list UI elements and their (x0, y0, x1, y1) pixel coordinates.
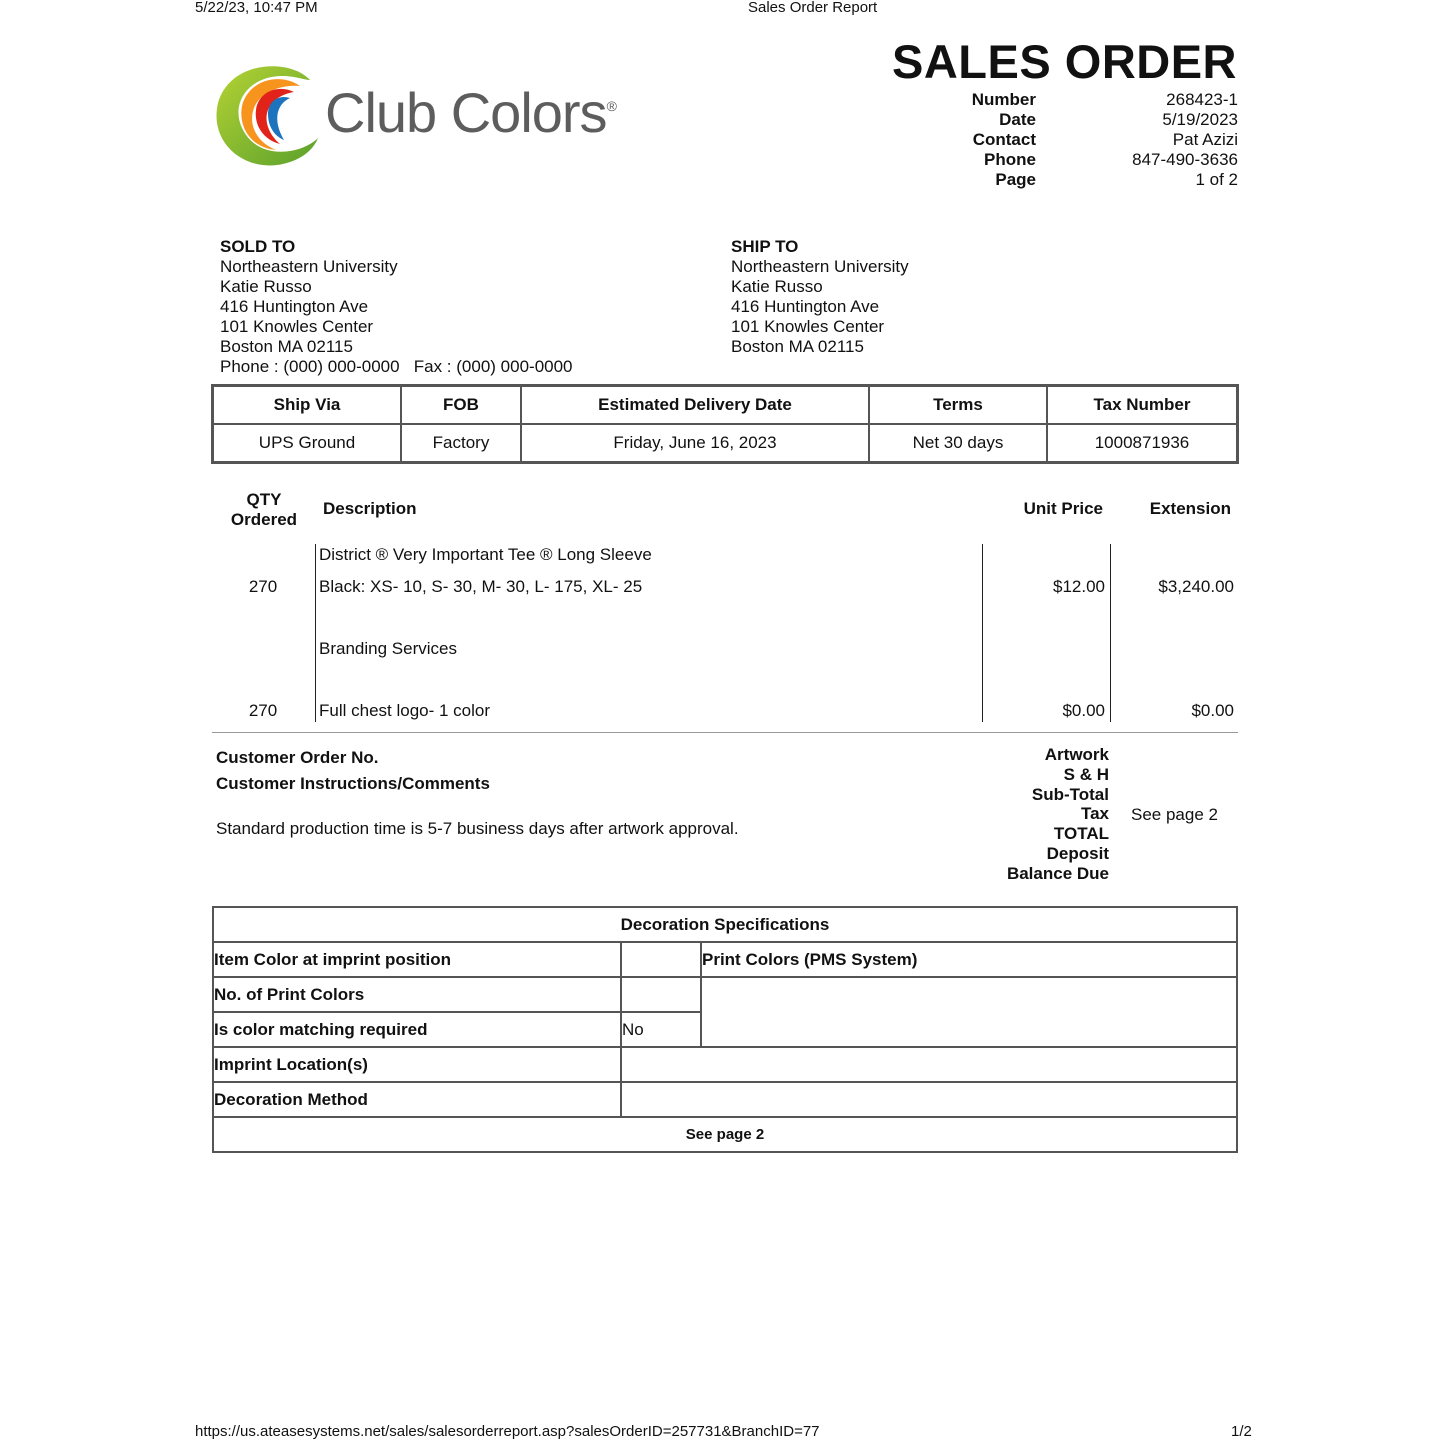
ship-to-line: Northeastern University (731, 257, 909, 276)
items-header-qty: QTY Ordered (230, 490, 298, 529)
decoration-imprint-location-value (621, 1047, 1237, 1082)
ship-to-heading: SHIP TO (731, 237, 799, 256)
brand-wordmark: Club Colors® (325, 81, 616, 144)
decoration-item-color-value (621, 942, 701, 977)
meta-value-contact: Pat Azizi (1172, 130, 1238, 149)
items-column-rule (315, 544, 316, 722)
totals-see-page-note: See page 2 (1131, 805, 1218, 824)
print-url: https://us.ateasesystems.net/sales/salesorderreport.asp?salesOrderID=257731&BranchID=77 (195, 1423, 820, 1440)
items-bottom-rule (212, 732, 1238, 733)
print-datetime: 5/22/23, 10:47 PM (195, 0, 318, 16)
totals-label-subtotal: Sub-Total (1031, 784, 1109, 804)
meta-label-page: Page (995, 170, 1036, 189)
decoration-item-color-label: Item Color at imprint position (213, 942, 621, 977)
totals-label-total: TOTAL (1053, 824, 1109, 844)
item-unit-price: $0.00 (1062, 701, 1105, 720)
item-description: Full chest logo- 1 color (319, 701, 491, 720)
meta-label-date: Date (999, 110, 1036, 129)
sold-to-line: 101 Knowles Center (220, 317, 374, 336)
decoration-color-matching-value: No (621, 1012, 701, 1047)
decoration-method-value (621, 1082, 1237, 1117)
totals-labels (940, 745, 1109, 884)
totals-label-sh: S & H (1063, 764, 1109, 784)
meta-value-number: 268423-1 (1166, 90, 1238, 109)
customer-order-label: Customer Order No. (216, 748, 379, 767)
shipping-value: Factory (401, 424, 521, 462)
sold-to-block (220, 237, 573, 377)
customer-instructions-label: Customer Instructions/Comments (216, 774, 490, 793)
ship-to-line: Katie Russo (731, 277, 823, 296)
shipping-value: 1000871936 (1047, 424, 1237, 462)
ship-to-line: 416 Huntington Ave (731, 297, 880, 316)
decoration-method-label: Decoration Method (213, 1082, 621, 1117)
item-extension: $3,240.00 (1158, 577, 1234, 596)
item-description: Black: XS- 10, S- 30, M- 30, L- 175, XL- 25 (319, 577, 643, 596)
shipping-table (212, 385, 1238, 463)
sold-to-line: Katie Russo (220, 277, 312, 296)
decoration-num-print-colors-value (621, 977, 701, 1012)
sold-to-line: Boston MA 02115 (220, 337, 353, 356)
print-page-title: Sales Order Report (748, 0, 878, 16)
decoration-imprint-location-label: Imprint Location(s) (213, 1047, 621, 1082)
totals-label-artwork: Artwork (1044, 745, 1109, 764)
shipping-header: Terms (869, 386, 1047, 424)
ship-to-line: Boston MA 02115 (731, 337, 864, 356)
items-header-unit-price: Unit Price (1023, 499, 1103, 518)
totals-label-deposit: Deposit (1046, 843, 1109, 863)
meta-value-phone: 847-490-3636 (1132, 150, 1238, 169)
sold-to-heading: SOLD TO (220, 237, 296, 256)
shipping-header: Tax Number (1047, 386, 1237, 424)
shipping-value: Net 30 days (869, 424, 1047, 462)
customer-comment: Standard production time is 5-7 business days after artwork approval. (216, 819, 739, 838)
sold-to-line: Northeastern University (220, 257, 398, 276)
items-header-description: Description (323, 499, 417, 518)
ship-to-block (731, 237, 909, 357)
item-unit-price: $12.00 (1053, 577, 1105, 596)
item-qty: 270 (248, 701, 278, 720)
shipping-header: Estimated Delivery Date (521, 386, 869, 424)
decoration-color-matching-label: Is color matching required (213, 1012, 621, 1047)
shipping-header: FOB (401, 386, 521, 424)
shipping-header: Ship Via (213, 386, 401, 424)
meta-label-contact: Contact (972, 130, 1036, 149)
shipping-value: Friday, June 16, 2023 (521, 424, 869, 462)
totals-label-balance-due: Balance Due (1006, 863, 1109, 883)
meta-label-number: Number (971, 90, 1036, 109)
decoration-title: Decoration Specifications (213, 907, 1237, 942)
items-column-rule (982, 544, 983, 722)
items-column-rule (1110, 544, 1111, 722)
totals-label-tax: Tax (1080, 804, 1109, 824)
sold-to-line: 416 Huntington Ave (220, 297, 369, 316)
decoration-print-colors-label: Print Colors (PMS System) (701, 942, 1237, 977)
meta-value-date: 5/19/2023 (1162, 110, 1238, 129)
shipping-value: UPS Ground (213, 424, 401, 462)
meta-value-page: 1 of 2 (1195, 170, 1238, 189)
item-extension: $0.00 (1191, 701, 1234, 720)
decoration-print-colors-value (701, 977, 1237, 1047)
item-description: Branding Services (319, 639, 457, 658)
decoration-num-print-colors-label: No. of Print Colors (213, 977, 621, 1012)
ship-to-line: 101 Knowles Center (731, 317, 885, 336)
item-description: District ® Very Important Tee ® Long Sleeve (319, 545, 652, 564)
item-qty: 270 (248, 577, 278, 596)
meta-label-phone: Phone (984, 150, 1036, 169)
print-page-counter: 1/2 (1231, 1423, 1252, 1440)
sales-order-title: SALES ORDER (892, 35, 1237, 88)
sold-to-phone-fax: Phone : (000) 000-0000 Fax : (000) 000-0000 (220, 357, 573, 376)
decoration-footer-note: See page 2 (213, 1117, 1237, 1152)
logo-swirl-icon (210, 58, 330, 173)
decoration-specifications-table (212, 906, 1238, 1153)
items-header-extension: Extension (1149, 499, 1231, 518)
